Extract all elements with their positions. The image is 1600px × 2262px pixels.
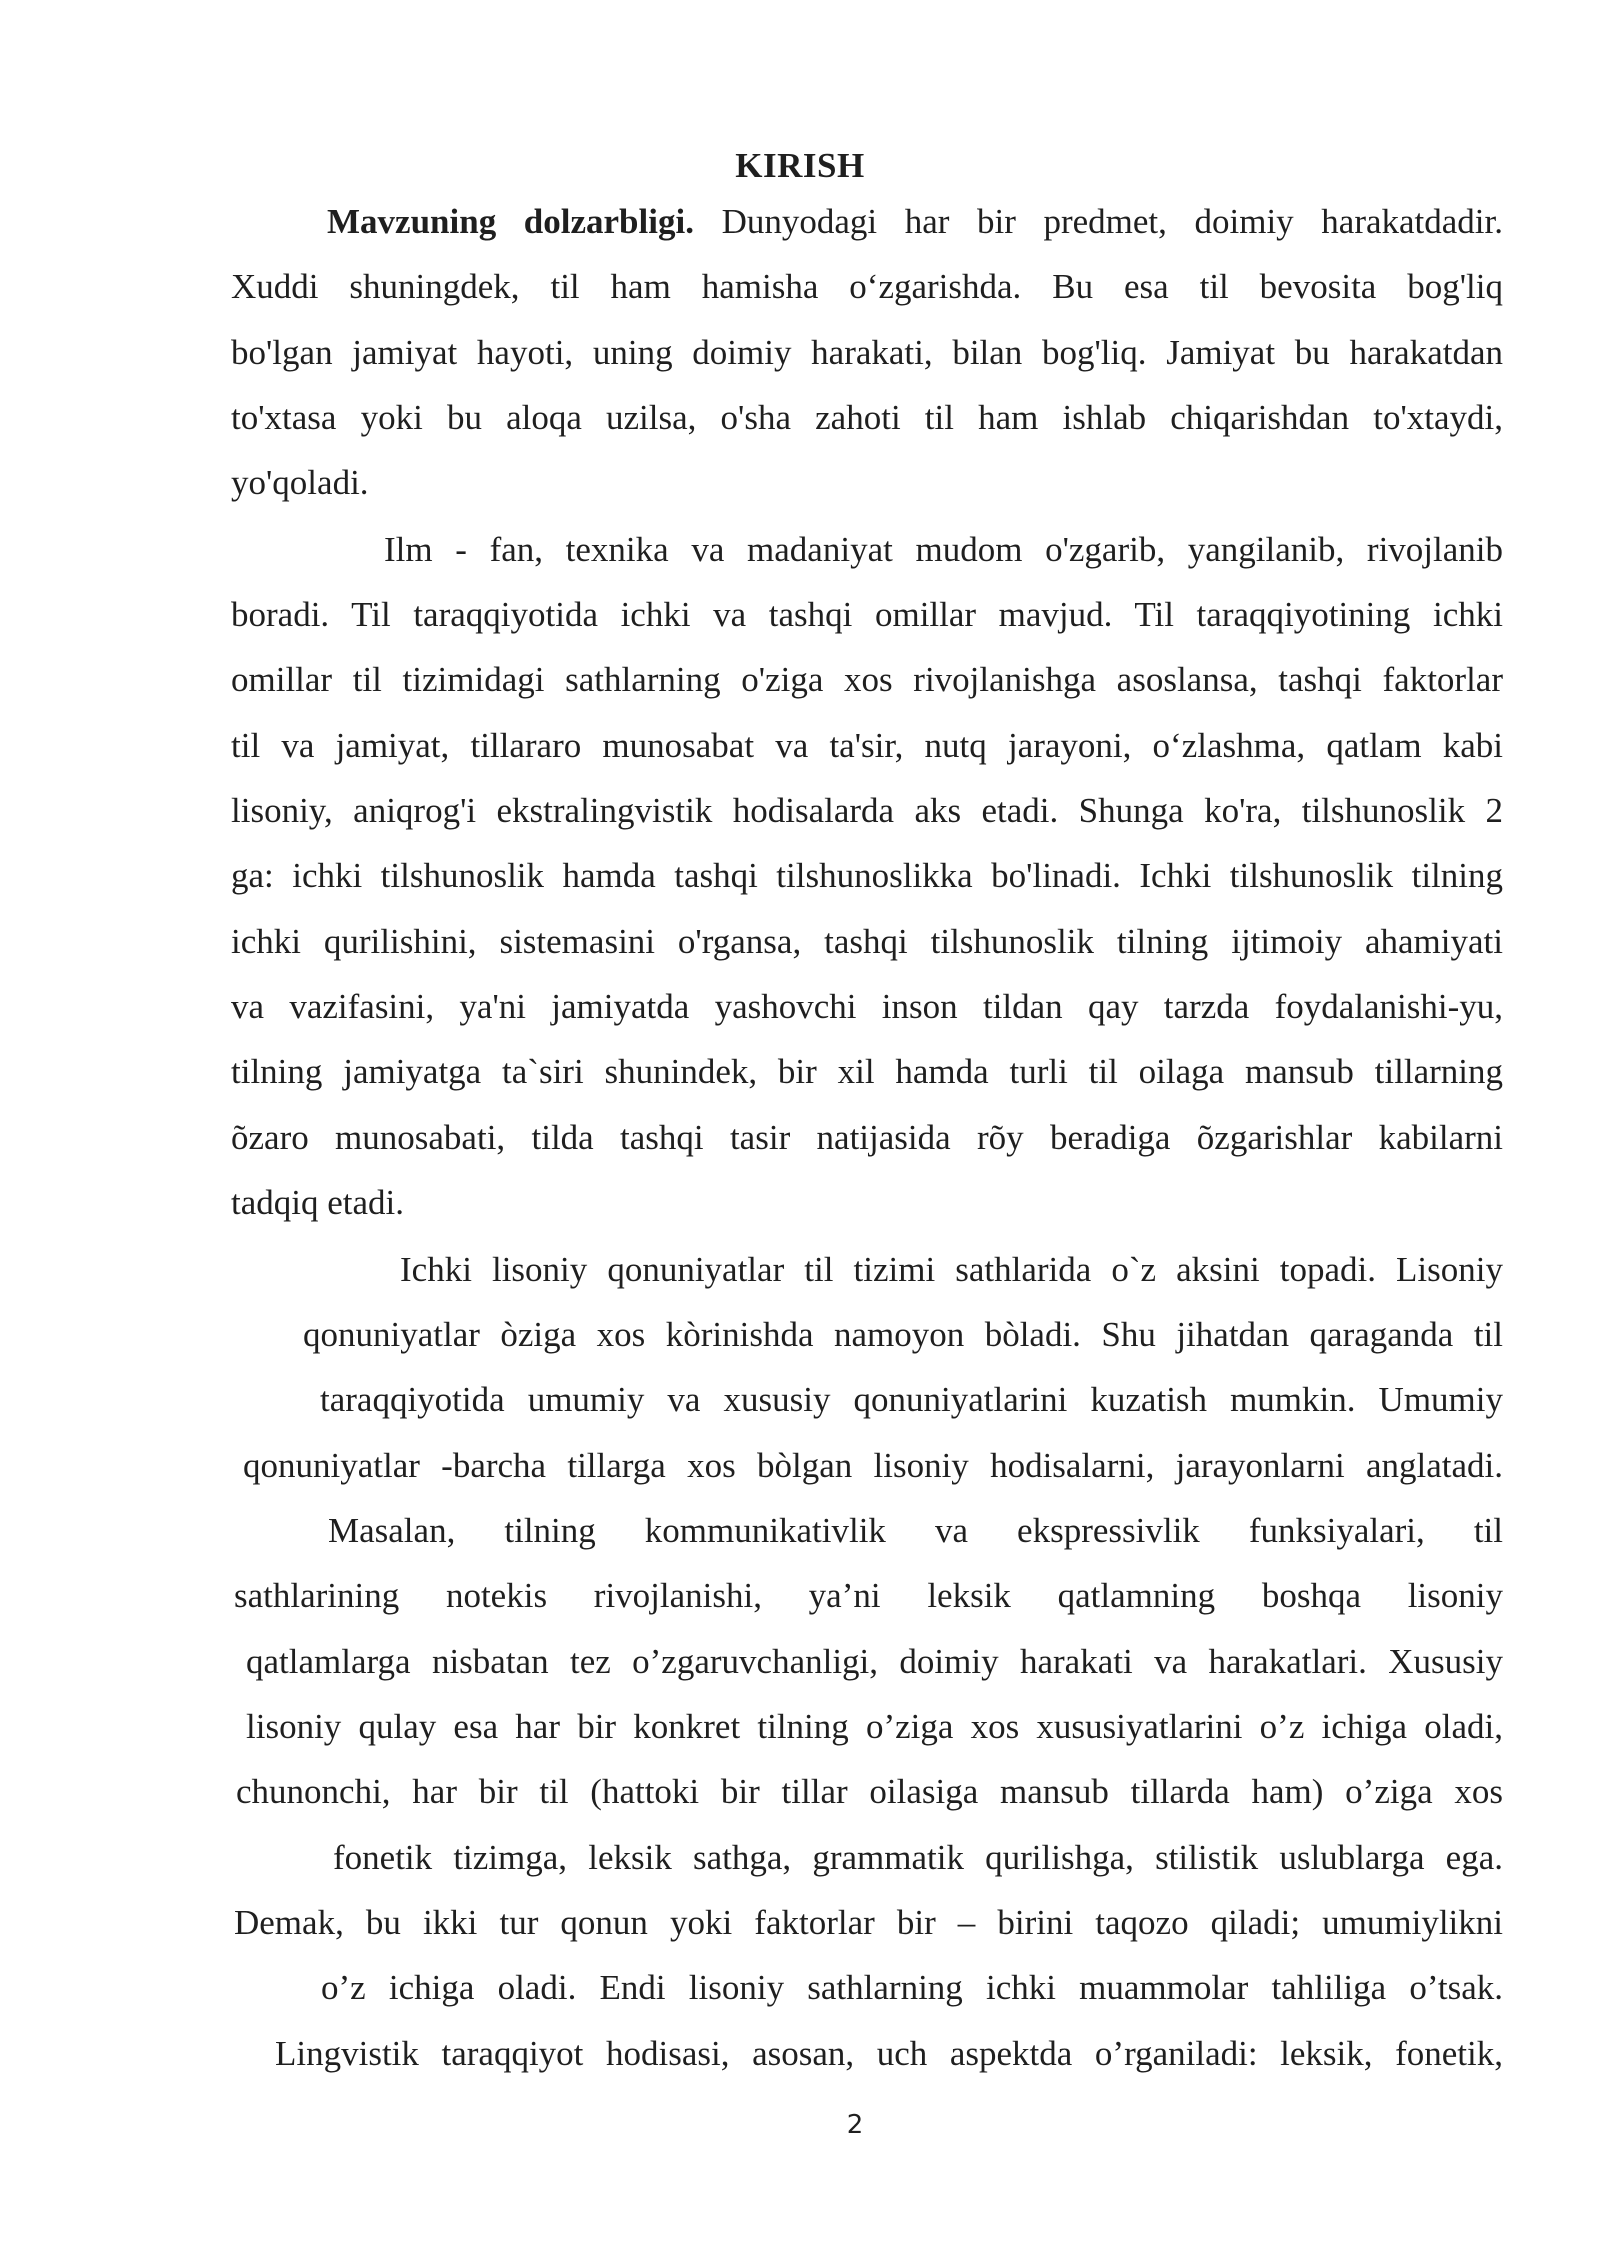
text-line: lisoniy qulay esa har bir konkret tilning o’ziga xos xususiyatlarini o’z ichiga oladi,	[246, 1707, 1503, 1746]
text-line: Ichki lisoniy qonuniyatlar til tizimi sathlarida o`z aksini topadi. Lisoniy	[400, 1250, 1503, 1289]
text-line: fonetik tizimga, leksik sathga, grammatik qurilishga, stilistik uslublarga ega.	[333, 1838, 1503, 1877]
text-line: lisoniy, aniqrog'i ekstralingvistik hodisalarda aks etadi. Shunga ko'ra, tilshunoslik 2	[231, 791, 1503, 830]
text-line: til va jamiyat, tillararo munosabat va ta'sir, nutq jarayoni, oʻzlashma, qatlam kabi	[231, 726, 1503, 765]
text-line: õzaro munosabati, tilda tashqi tasir natijasida rõy beradiga õzgarishlar kabilarni	[231, 1118, 1503, 1157]
text-line: chunonchi, har bir til (hattoki bir tillar oilasiga mansub tillarda ham) o’ziga xos	[236, 1772, 1503, 1811]
bold-lead: Mavzuning dolzarbligi.	[327, 202, 694, 241]
text-line: omillar til tizimidagi sathlarning o'ziga xos rivojlanishga asoslansa, tashqi faktorlar	[231, 660, 1503, 699]
text-line: Mavzuning dolzarbligi. Dunyodagi har bir predmet, doimiy harakatdadir.	[327, 202, 1504, 241]
text-line: tilning jamiyatga ta`siri shunindek, bir xil hamda turli til oilaga mansub tillarning	[231, 1052, 1503, 1091]
text-line: qonuniyatlar -barcha tillarga xos bòlgan lisoniy hodisalarni, jarayonlarni anglatadi.	[243, 1446, 1503, 1485]
text-line: tadqiq etadi.	[231, 1183, 405, 1222]
heading: KIRISH	[735, 146, 865, 185]
text-line: va vazifasini, ya'ni jamiyatda yashovchi inson tildan qay tarzda foydalanishi-yu,	[231, 987, 1503, 1026]
text-line: boradi. Til taraqqiyotida ichki va tashqi omillar mavjud. Til taraqqiyotining ichki	[231, 595, 1503, 634]
text-line: bo'lgan jamiyat hayoti, uning doimiy harakati, bilan bog'liq. Jamiyat bu harakatdan	[231, 333, 1503, 372]
text-line: Xuddi shuningdek, til ham hamisha oʻzgarishda. Bu esa til bevosita bog'liq	[231, 267, 1503, 306]
text-line: to'xtasa yoki bu aloqa uzilsa, o'sha zahoti til ham ishlab chiqarishdan to'xtaydi,	[231, 398, 1503, 437]
text-line: Lingvistik taraqqiyot hodisasi, asosan, uch aspektda o’rganiladi: leksik, fonetik,	[275, 2034, 1503, 2073]
text-line: Masalan, tilning kommunikativlik va ekspressivlik funksiyalari, til	[328, 1511, 1503, 1550]
text-line: qonuniyatlar òziga xos kòrinishda namoyon bòladi. Shu jihatdan qaraganda til	[303, 1315, 1503, 1354]
text-line: Demak, bu ikki tur qonun yoki faktorlar bir – birini taqozo qiladi; umumiylikni	[234, 1903, 1503, 1942]
text-line: qatlamlarga nisbatan tez o’zgaruvchanligi, doimiy harakati va harakatlari. Xususiy	[246, 1642, 1503, 1681]
text-line: sathlarining notekis rivojlanishi, ya’ni leksik qatlamning boshqa lisoniy	[234, 1576, 1503, 1615]
text-line: ga: ichki tilshunoslik hamda tashqi tilshunoslikka bo'linadi. Ichki tilshunoslik tilning	[231, 856, 1503, 895]
page-number: 2	[846, 2110, 864, 2140]
text-line: ichki qurilishini, sistemasini o'rgansa, tashqi tilshunoslik tilning ijtimoiy ahamiyati	[231, 922, 1503, 961]
text-line: Ilm - fan, texnika va madaniyat mudom o'zgarib, yangilanib, rivojlanib	[384, 530, 1503, 569]
text-line: taraqqiyotida umumiy va xususiy qonuniyatlarini kuzatish mumkin. Umumiy	[320, 1380, 1503, 1419]
text-line: o’z ichiga oladi. Endi lisoniy sathlarning ichki muammolar tahliliga o’tsak.	[321, 1968, 1503, 2007]
text-line: yo'qoladi.	[231, 463, 369, 502]
